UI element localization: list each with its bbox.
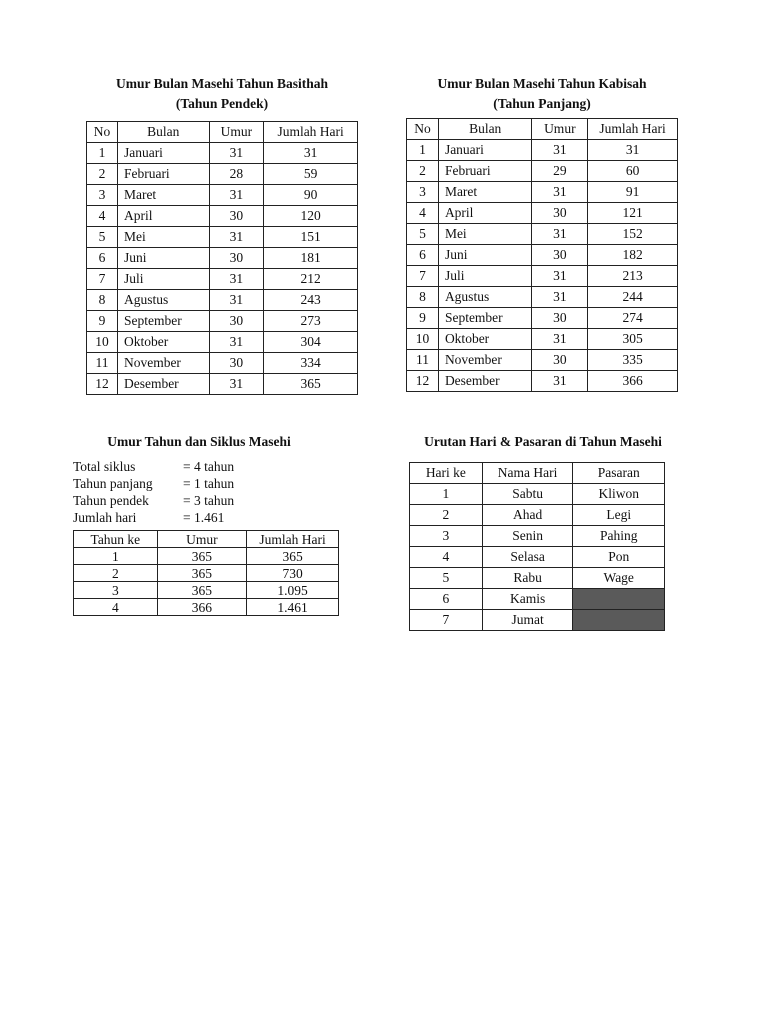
info-value: = 4 tahun	[183, 459, 235, 474]
table-cell: 366	[157, 599, 246, 616]
table-cell: 4	[410, 547, 483, 568]
table-cell: Pahing	[573, 526, 665, 547]
table-cell: 4	[74, 599, 158, 616]
table-cell: 30	[209, 353, 264, 374]
table-cell: Juni	[117, 248, 209, 269]
table-cell: 7	[87, 269, 118, 290]
table-cell: 273	[264, 311, 358, 332]
table-cell: 213	[588, 266, 678, 287]
basithah-subtitle: (Tahun Pendek)	[175, 96, 269, 111]
table-cell: 365	[157, 582, 246, 599]
table-cell: Rabu	[482, 568, 573, 589]
table-cell: 212	[264, 269, 358, 290]
kabisah-table	[406, 118, 678, 392]
table-cell: 335	[588, 350, 678, 371]
table-cell: 151	[264, 227, 358, 248]
table-cell: November	[117, 353, 209, 374]
info-key: Tahun panjang	[73, 476, 153, 491]
table-cell: 31	[532, 140, 588, 161]
table-cell: 3	[410, 526, 483, 547]
table-cell: 2	[410, 505, 483, 526]
table-cell: November	[438, 350, 532, 371]
siklus-table	[73, 530, 339, 616]
table-cell: Juli	[438, 266, 532, 287]
table-cell: 3	[87, 185, 118, 206]
info-value: = 1 tahun	[183, 476, 235, 491]
table-cell: 182	[588, 245, 678, 266]
table-row	[407, 182, 678, 203]
table-cell: 365	[157, 548, 246, 565]
table-cell: September	[438, 308, 532, 329]
table-cell: 366	[588, 371, 678, 392]
table-cell: 3	[407, 182, 439, 203]
pasaran-header-cell: Pasaran	[573, 463, 665, 484]
table-cell: 181	[264, 248, 358, 269]
basithah-table	[86, 121, 358, 395]
table-cell: 365	[264, 374, 358, 395]
table-cell: 8	[87, 290, 118, 311]
table-cell: 11	[407, 350, 439, 371]
table-cell: Juni	[438, 245, 532, 266]
table-cell: 31	[209, 290, 264, 311]
table-cell: 31	[532, 182, 588, 203]
siklus-header-cell: Umur	[157, 531, 246, 548]
table-cell: Januari	[117, 143, 209, 164]
table-cell: 6	[410, 589, 483, 610]
table-cell: 31	[588, 140, 678, 161]
info-row	[73, 492, 339, 509]
info-row	[73, 458, 339, 475]
basithah-title: Umur Bulan Masehi Tahun Basithah	[115, 76, 329, 91]
table-row	[407, 224, 678, 245]
table-cell: September	[117, 311, 209, 332]
table-cell: 152	[588, 224, 678, 245]
table-cell: 1	[407, 140, 439, 161]
info-key: Jumlah hari	[73, 510, 137, 525]
table-row	[74, 548, 339, 565]
table-row	[87, 185, 358, 206]
siklus-header-row	[74, 531, 339, 548]
table-cell: 6	[87, 248, 118, 269]
table-cell: 120	[264, 206, 358, 227]
table-row	[407, 371, 678, 392]
pasaran-header-row	[410, 463, 665, 484]
table-row	[87, 311, 358, 332]
table-cell: Desember	[438, 371, 532, 392]
table-cell: Agustus	[438, 287, 532, 308]
table-cell: Wage	[573, 568, 665, 589]
table-cell: 10	[87, 332, 118, 353]
info-row	[73, 475, 339, 492]
table-cell: 31	[532, 371, 588, 392]
table-cell: Ahad	[482, 505, 573, 526]
table-cell: 7	[407, 266, 439, 287]
table-cell	[573, 589, 665, 610]
info-value: = 1.461	[183, 510, 225, 525]
table-cell: April	[117, 206, 209, 227]
table-cell: Kliwon	[573, 484, 665, 505]
table-row	[74, 582, 339, 599]
table-row	[407, 203, 678, 224]
pasaran-table	[409, 462, 665, 631]
kabisah-title: Umur Bulan Masehi Tahun Kabisah	[437, 76, 647, 91]
table-row	[87, 164, 358, 185]
basithah-header-cell: No	[87, 122, 118, 143]
table-cell: Mei	[117, 227, 209, 248]
kabisah-subtitle: (Tahun Panjang)	[493, 96, 591, 111]
table-cell: 5	[410, 568, 483, 589]
table-row	[407, 245, 678, 266]
table-row	[74, 565, 339, 582]
table-cell: 4	[87, 206, 118, 227]
table-row	[87, 374, 358, 395]
siklus-info	[73, 458, 339, 526]
table-cell: 31	[532, 329, 588, 350]
table-cell: 334	[264, 353, 358, 374]
table-cell: 30	[209, 248, 264, 269]
table-cell: 244	[588, 287, 678, 308]
table-cell: 28	[209, 164, 264, 185]
table-cell: Jumat	[482, 610, 573, 631]
table-row	[410, 484, 665, 505]
table-row	[407, 266, 678, 287]
table-row	[410, 547, 665, 568]
table-cell: 1	[74, 548, 158, 565]
info-key: Total siklus	[73, 459, 136, 474]
table-cell: Selasa	[482, 547, 573, 568]
table-cell: 10	[407, 329, 439, 350]
table-cell: Februari	[438, 161, 532, 182]
table-cell: 31	[209, 185, 264, 206]
table-cell: 31	[209, 374, 264, 395]
kabisah-header-row	[407, 119, 678, 140]
table-row	[407, 308, 678, 329]
kabisah-header-cell: Umur	[532, 119, 588, 140]
table-row	[74, 599, 339, 616]
kabisah-header-cell: Bulan	[438, 119, 532, 140]
table-cell: Juli	[117, 269, 209, 290]
basithah-header-row	[87, 122, 358, 143]
table-row	[410, 505, 665, 526]
table-cell: 5	[407, 224, 439, 245]
table-cell: 2	[74, 565, 158, 582]
info-key: Tahun pendek	[73, 493, 149, 508]
table-cell: 8	[407, 287, 439, 308]
table-row	[410, 589, 665, 610]
table-cell: 1.461	[247, 599, 339, 616]
table-row	[410, 610, 665, 631]
table-cell: 31	[264, 143, 358, 164]
table-cell: Mei	[438, 224, 532, 245]
info-value: = 3 tahun	[183, 493, 235, 508]
table-cell: Senin	[482, 526, 573, 547]
table-row	[410, 526, 665, 547]
table-cell: 31	[532, 266, 588, 287]
table-cell: 2	[87, 164, 118, 185]
table-cell: 30	[532, 350, 588, 371]
table-cell: 730	[247, 565, 339, 582]
table-row	[87, 227, 358, 248]
table-cell: Maret	[117, 185, 209, 206]
table-cell: 30	[532, 245, 588, 266]
table-cell: 274	[588, 308, 678, 329]
table-cell: 1	[87, 143, 118, 164]
table-cell: Agustus	[117, 290, 209, 311]
basithah-header-cell: Umur	[209, 122, 264, 143]
table-row	[407, 140, 678, 161]
kabisah-header-cell: Jumlah Hari	[588, 119, 678, 140]
table-row	[87, 332, 358, 353]
table-cell: 31	[209, 332, 264, 353]
table-row	[87, 353, 358, 374]
table-cell: Oktober	[438, 329, 532, 350]
table-cell: 365	[247, 548, 339, 565]
table-cell: 9	[87, 311, 118, 332]
table-cell	[573, 610, 665, 631]
table-cell: 4	[407, 203, 439, 224]
table-cell: 91	[588, 182, 678, 203]
table-cell: Kamis	[482, 589, 573, 610]
table-cell: 90	[264, 185, 358, 206]
table-row	[87, 143, 358, 164]
basithah-header-cell: Jumlah Hari	[264, 122, 358, 143]
table-row	[407, 161, 678, 182]
table-cell: 243	[264, 290, 358, 311]
table-cell: 31	[532, 224, 588, 245]
table-cell: Maret	[438, 182, 532, 203]
table-row	[410, 568, 665, 589]
table-row	[407, 350, 678, 371]
table-cell: 9	[407, 308, 439, 329]
table-row	[87, 269, 358, 290]
siklus-title: Umur Tahun dan Siklus Masehi	[107, 434, 291, 449]
siklus-header-cell: Jumlah Hari	[247, 531, 339, 548]
table-cell: April	[438, 203, 532, 224]
table-cell: 365	[157, 565, 246, 582]
siklus-section	[73, 432, 339, 616]
table-cell: Oktober	[117, 332, 209, 353]
table-cell: Sabtu	[482, 484, 573, 505]
table-row	[407, 287, 678, 308]
table-cell: 305	[588, 329, 678, 350]
table-row	[87, 206, 358, 227]
table-cell: 30	[209, 206, 264, 227]
table-cell: 29	[532, 161, 588, 182]
kabisah-header-cell: No	[407, 119, 439, 140]
table-cell: Februari	[117, 164, 209, 185]
table-cell: 11	[87, 353, 118, 374]
table-cell: Legi	[573, 505, 665, 526]
table-cell: 60	[588, 161, 678, 182]
table-cell: 31	[209, 269, 264, 290]
table-cell: 30	[532, 308, 588, 329]
pasaran-header-cell: Nama Hari	[482, 463, 573, 484]
table-cell: 12	[87, 374, 118, 395]
table-cell: 3	[74, 582, 158, 599]
table-cell: 12	[407, 371, 439, 392]
table-cell: 59	[264, 164, 358, 185]
table-cell: 30	[532, 203, 588, 224]
table-row	[87, 290, 358, 311]
pasaran-section	[403, 432, 683, 631]
table-cell: 121	[588, 203, 678, 224]
table-row	[87, 248, 358, 269]
table-cell: 2	[407, 161, 439, 182]
info-row	[73, 509, 339, 526]
table-cell: 31	[532, 287, 588, 308]
siklus-header-cell: Tahun ke	[74, 531, 158, 548]
table-cell: Pon	[573, 547, 665, 568]
basithah-header-cell: Bulan	[117, 122, 209, 143]
pasaran-title: Urutan Hari & Pasaran di Tahun Masehi	[424, 434, 662, 449]
table-cell: 5	[87, 227, 118, 248]
table-cell: 6	[407, 245, 439, 266]
table-cell: 1	[410, 484, 483, 505]
table-cell: 1.095	[247, 582, 339, 599]
table-cell: 7	[410, 610, 483, 631]
table-cell: Desember	[117, 374, 209, 395]
table-cell: 31	[209, 227, 264, 248]
table-cell: 30	[209, 311, 264, 332]
pasaran-header-cell: Hari ke	[410, 463, 483, 484]
kabisah-section	[406, 74, 678, 392]
table-cell: 31	[209, 143, 264, 164]
table-cell: 304	[264, 332, 358, 353]
basithah-section	[86, 74, 358, 395]
table-row	[407, 329, 678, 350]
table-cell: Januari	[438, 140, 532, 161]
